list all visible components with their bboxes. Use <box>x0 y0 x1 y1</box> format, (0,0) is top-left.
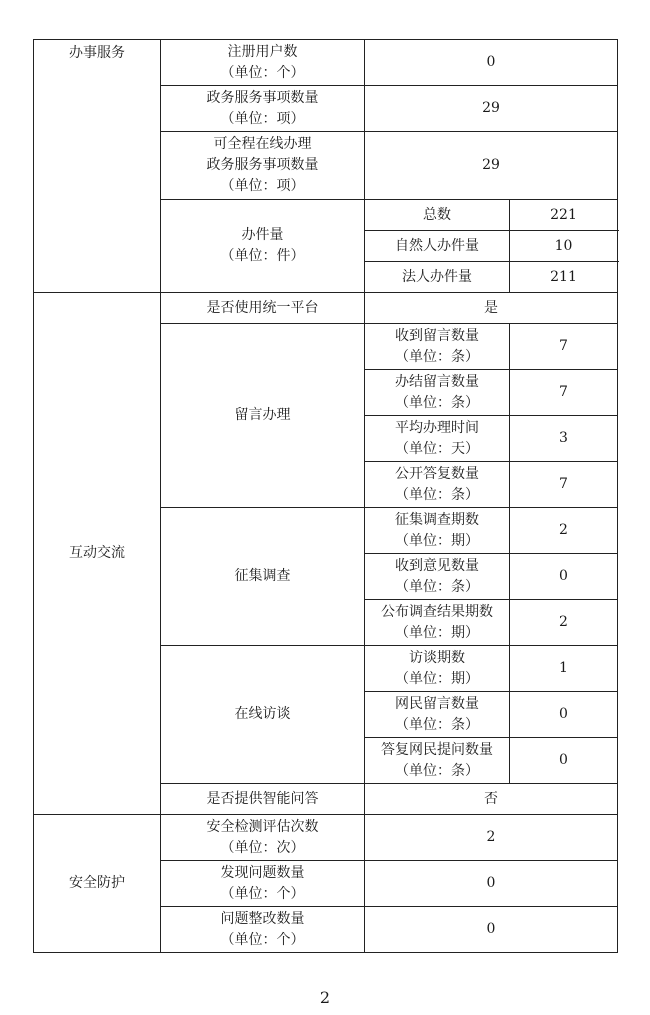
sub-item-text: 收到意见数量 <box>395 557 479 574</box>
row-value: 29 <box>365 86 618 132</box>
sub-item-value: 221 <box>510 200 618 231</box>
sub-item-label <box>365 508 510 554</box>
section-service-label: 办事服务 <box>34 40 161 293</box>
row-unit-text: （单位：个） <box>220 885 305 902</box>
sub-item-label: 法人办件量 <box>365 262 510 293</box>
sub-item-label <box>365 416 510 462</box>
sub-item-value: 0 <box>510 738 618 784</box>
row-unit-text: （单位：个） <box>220 931 305 948</box>
sub-item-value: 7 <box>510 324 618 370</box>
sub-item-value: 10 <box>510 231 618 262</box>
row-value: 0 <box>365 40 618 86</box>
sub-item-text: 公开答复数量 <box>395 465 479 482</box>
row-value: 否 <box>365 784 618 815</box>
sub-item-unit: （单位：天） <box>395 440 479 457</box>
group-label: 留言办理 <box>161 324 365 508</box>
sub-item-text: 办结留言数量 <box>395 373 479 390</box>
sub-item-label <box>365 554 510 600</box>
table-row <box>34 815 618 861</box>
row-value: 2 <box>365 815 618 861</box>
row-label-text: 安全检测评估次数 <box>206 818 319 835</box>
sub-item-value: 2 <box>510 600 618 646</box>
sub-item-unit: （单位：期） <box>395 532 479 549</box>
row-value: 0 <box>365 861 618 907</box>
handling-label <box>161 200 365 293</box>
row-label-text: 注册用户数 <box>227 43 298 60</box>
sub-item-label: 自然人办件量 <box>365 231 510 262</box>
row-value: 0 <box>365 907 618 953</box>
row-label <box>161 132 365 200</box>
row-label-text: 发现问题数量 <box>220 864 305 881</box>
row-label <box>161 86 365 132</box>
row-unit-text: （单位：件） <box>220 248 305 264</box>
row-label <box>161 40 365 86</box>
row-label-text: 问题整改数量 <box>220 910 305 927</box>
sub-item-value: 211 <box>510 262 618 293</box>
sub-item-unit: （单位：条） <box>395 348 479 365</box>
row-unit-text: （单位：个） <box>220 64 305 81</box>
sub-item-label <box>365 600 510 646</box>
sub-item-label: 总数 <box>365 200 510 231</box>
sub-item-text: 访谈期数 <box>409 649 465 666</box>
sub-item-label <box>365 692 510 738</box>
sub-item-value: 2 <box>510 508 618 554</box>
sub-item-text: 网民留言数量 <box>395 695 479 712</box>
row-label-text: 政务服务事项数量 <box>206 89 319 106</box>
page-number: 2 <box>319 988 331 1007</box>
sub-item-unit: （单位：期） <box>395 624 479 641</box>
row-label-text: 可全程在线办理 <box>213 136 312 152</box>
sub-item-value: 0 <box>510 554 618 600</box>
section-interaction-label: 互动交流 <box>34 293 161 815</box>
sub-item-text: 公布调查结果期数 <box>381 603 493 620</box>
group-label: 在线访谈 <box>161 646 365 784</box>
row-value: 29 <box>365 132 618 200</box>
sub-item-text: 收到留言数量 <box>395 327 479 344</box>
row-label <box>161 861 365 907</box>
sub-item-label <box>365 738 510 784</box>
section-security-label: 安全防护 <box>34 815 161 953</box>
sub-item-unit: （单位：条） <box>395 486 479 503</box>
sub-item-label <box>365 646 510 692</box>
sub-item-unit: （单位：条） <box>395 394 479 411</box>
sub-item-value: 1 <box>510 646 618 692</box>
sub-item-unit: （单位：期） <box>395 670 479 687</box>
row-label <box>161 815 365 861</box>
statistics-table <box>33 39 618 953</box>
sub-item-value: 7 <box>510 370 618 416</box>
row-label <box>161 907 365 953</box>
table-row <box>34 40 618 86</box>
sub-item-unit: （单位：条） <box>395 762 479 779</box>
row-value: 是 <box>365 293 618 324</box>
sub-item-unit: （单位：条） <box>395 578 479 595</box>
sub-item-label <box>365 324 510 370</box>
sub-item-value: 7 <box>510 462 618 508</box>
row-unit-text: （单位：项） <box>220 178 305 194</box>
row-unit-text: （单位：次） <box>220 839 305 856</box>
row-label-text: 办件量 <box>241 227 284 243</box>
sub-item-label <box>365 462 510 508</box>
sub-item-unit: （单位：条） <box>395 716 479 733</box>
sub-item-text: 平均办理时间 <box>395 419 479 436</box>
row-label: 是否使用统一平台 <box>161 293 365 324</box>
row-label: 是否提供智能问答 <box>161 784 365 815</box>
sub-item-text: 征集调查期数 <box>395 511 479 528</box>
sub-item-value: 0 <box>510 692 618 738</box>
row-label-text: 政务服务事项数量 <box>206 157 319 173</box>
sub-item-text: 答复网民提问数量 <box>381 741 493 758</box>
sub-item-label <box>365 370 510 416</box>
group-label: 征集调查 <box>161 508 365 646</box>
table-row <box>34 293 618 324</box>
sub-item-value: 3 <box>510 416 618 462</box>
row-unit-text: （单位：项） <box>220 110 305 127</box>
